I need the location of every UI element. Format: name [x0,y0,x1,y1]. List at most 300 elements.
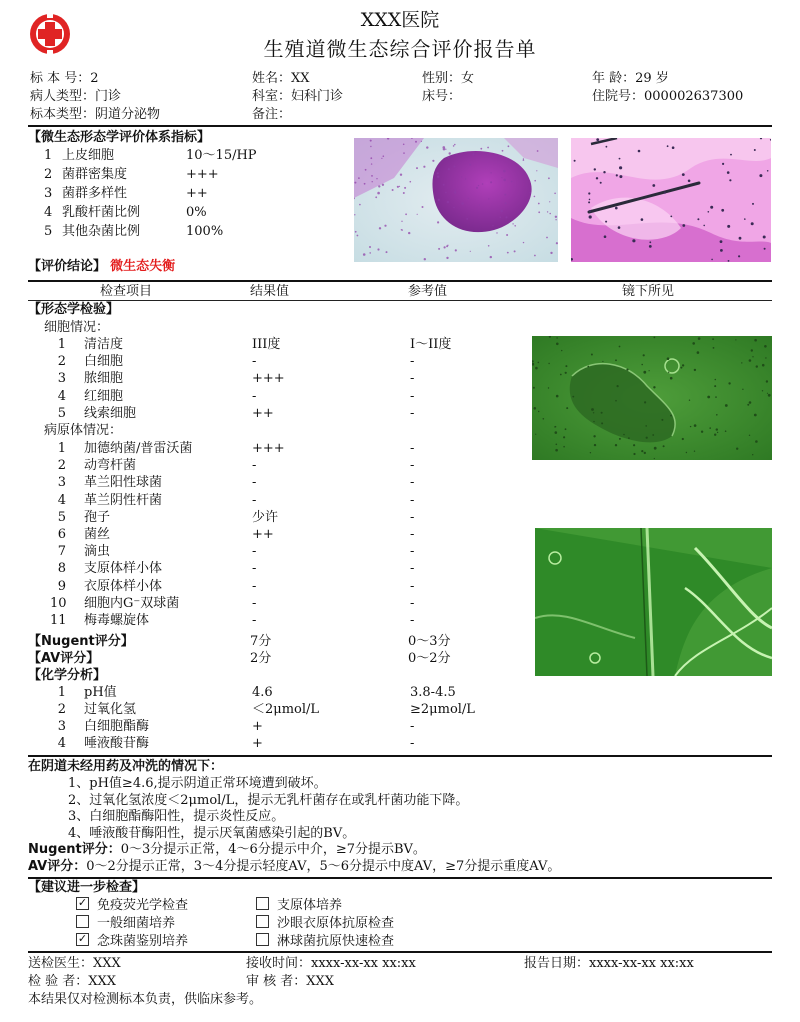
tester-label: 检 验 者： [28,974,89,989]
micrograph-speck [381,158,382,159]
row-reference: - [410,354,415,370]
row-name: 红细胞 [84,388,124,404]
micrograph-speck [626,369,628,371]
micrograph-speck [744,218,746,220]
recommend-label: 支原体培养 [277,898,343,913]
micrograph-speck [455,189,457,191]
report-date-field [524,955,694,972]
micrograph-speck [448,157,450,159]
micrograph-speck [649,245,652,248]
micrograph-speck [596,177,598,179]
row-name: 梅毒螺旋体 [84,613,150,628]
age-label: 年 龄： [592,71,636,86]
row-number: 10 [50,595,67,611]
micrograph-speck [768,394,771,397]
micrograph-speck [472,153,474,155]
patient-type-label: 病人类型： [30,89,96,104]
conclusion-label: 【评价结论】 [28,259,107,274]
micrograph-speck [762,390,763,391]
micrograph-speck [437,176,439,178]
micrograph-speck [649,241,651,243]
micrograph-speck [392,189,394,191]
micrograph-speck [491,158,492,159]
micrograph-speck [594,444,596,446]
micrograph-speck [670,216,672,218]
chem-heading: 【化学分析】 [28,668,107,683]
micrograph-speck [511,181,513,183]
row-number: 3 [57,371,66,387]
nugent-interpretation [28,841,426,858]
micrograph-speck [692,342,695,345]
index-name: 菌群多样性 [62,186,128,201]
micrograph-speck [556,337,557,338]
micrograph-speck [725,404,728,407]
micrograph-speck [507,252,509,254]
micrograph-speck [512,223,513,224]
micrograph-speck [386,251,388,253]
row-number: 2 [57,458,66,474]
gram-stain-micrograph-1 [354,138,558,262]
micrograph-speck [556,444,558,446]
index-name: 上皮细胞 [62,148,115,163]
dept-label: 科室： [252,89,292,104]
micrograph-speck [548,387,549,388]
micrograph-speck [403,192,405,194]
micrograph-speck [566,407,568,409]
checkbox[interactable] [256,897,269,910]
row-name: 菌丝 [84,527,111,542]
micrograph-speck [672,146,675,149]
micrograph-speck [739,237,742,240]
row-name: pH值 [84,685,117,700]
disclaimer: 本结果仅对检测标本负责，供临床参考。 [28,992,263,1007]
micrograph-speck [591,354,593,356]
gram-stain-micrograph-2 [571,138,771,262]
row-reference: - [410,527,415,542]
checkbox[interactable] [256,933,269,946]
micrograph-speck [514,225,516,227]
micrograph-speck [713,347,715,349]
micrograph-speck [729,179,731,181]
pathogen-heading: 病原体情况： [44,423,123,438]
row-result: +++ [252,441,285,456]
doctor-label: 送检医生： [28,956,94,971]
micrograph-speck [487,147,489,149]
micrograph-speck [438,248,440,250]
micrograph-speck [461,202,464,205]
row-number: 3 [57,475,66,491]
checkbox[interactable] [76,933,89,946]
micrograph-speck [455,249,457,251]
row-name: 白细胞酯酶 [84,719,150,734]
micrograph-speck [355,231,357,233]
micrograph-speck [400,174,402,176]
micrograph-speck [556,242,558,244]
recommend-label: 免疫荧光学检查 [97,898,189,913]
interpretation-heading: 在阴道未经用药及冲洗的情况下： [28,759,224,774]
micrograph-speck [680,367,682,369]
micrograph-speck [401,221,402,222]
micrograph-speck [523,242,524,243]
row-name: 脓细胞 [84,371,124,387]
micrograph-speck [593,412,594,413]
micrograph-speck [763,236,766,239]
micrograph-speck [690,426,691,427]
micrograph-speck [688,180,691,183]
doctor-field [28,955,121,972]
index-value: 10～15/HP [186,148,257,163]
row-name: 白细胞 [84,354,124,370]
micrograph-speck [716,414,718,416]
micrograph-speck [403,144,405,146]
micrograph-speck [749,401,752,404]
micrograph-speck [601,412,603,414]
row-name: 衣原体样小体 [84,578,163,594]
micrograph-speck [445,192,447,194]
index-value: ++ [186,186,208,201]
row-number: 4 [57,388,66,404]
sample-no: 2 [90,71,99,86]
row-name: 过氧化氢 [84,702,137,717]
micrograph-speck [727,225,730,228]
row-name: 加德纳菌/普雷沃菌 [84,441,193,456]
micrograph-speck [506,216,508,218]
micrograph-speck [670,415,672,417]
sample-type: 阴道分泌物 [95,107,161,122]
micrograph-speck [752,203,754,205]
micrograph-speck [488,245,490,247]
micrograph-speck [565,372,567,374]
micrograph-speck [370,140,372,142]
index-name: 其他杂菌比例 [62,224,141,239]
recommend-item-2[interactable] [256,897,342,914]
micrograph-speck [543,418,545,420]
micrograph-speck [426,146,428,148]
micrograph-speck [408,232,410,234]
recommend-item-1[interactable] [76,897,188,914]
micrograph-speck [728,382,730,384]
micrograph-speck [354,182,356,184]
micrograph-speck [603,171,605,173]
micrograph-speck [589,199,591,201]
row-reference: - [410,613,415,628]
received-field [246,955,416,972]
micrograph-speck [574,160,576,162]
micrograph-speck [401,229,403,231]
micrograph-speck [438,199,440,201]
index-number: 5 [44,224,53,239]
tester-field [28,973,116,990]
micrograph-speck [370,146,371,147]
micrograph-speck [377,192,380,195]
micrograph-speck [468,198,469,199]
micrograph-speck [490,256,492,258]
report-title: 生殖道微生态综合评价报告单 [263,37,537,61]
micrograph-speck [682,173,685,176]
micrograph-speck [538,203,540,205]
recommend-item-6[interactable] [256,933,394,950]
report-date-label: 报告日期： [524,956,590,971]
row-reference: - [410,736,415,751]
recommend-item-3[interactable] [76,915,175,932]
row-name: 唾液酸苷酶 [84,736,150,751]
checkbox[interactable] [256,915,269,928]
row-name: 动弯杆菌 [84,458,137,474]
micrograph-speck [590,452,591,453]
nugent-score-label: 【Nugent评分】 [28,634,134,649]
micrograph-speck [725,430,727,432]
micrograph-speck [638,150,641,153]
micrograph-speck [736,448,738,450]
micrograph-speck [555,219,556,220]
av-interpretation [28,858,560,875]
micrograph-speck [445,149,446,150]
micrograph-speck [764,345,767,348]
micrograph-speck [488,198,489,199]
micrograph-speck [363,253,366,256]
remark-label: 备注： [252,107,292,122]
micrograph-speck [754,149,756,151]
micrograph-speck [500,210,503,213]
micrograph-speck [546,237,548,239]
micrograph-speck [667,357,670,360]
micrograph-speck [506,234,508,236]
micrograph-speck [443,184,445,186]
dept: 妇科门诊 [291,89,344,104]
micrograph-speck [403,152,405,154]
micrograph-speck [652,184,655,187]
micrograph-speck [490,181,492,183]
micrograph-speck [694,424,697,427]
micrograph-speck [535,434,536,435]
micrograph-speck [555,426,557,428]
micrograph-speck [644,401,646,403]
micrograph-speck [480,148,482,150]
index-value: 100% [186,224,224,239]
av-score-label: 【AV评分】 [28,651,100,666]
micrograph-speck [382,184,384,186]
micrograph-speck [424,258,426,260]
morph-exam-heading: 【形态学检验】 [28,302,120,317]
micrograph-speck [423,166,425,168]
micrograph-speck [711,259,713,261]
sample-no-label: 标 本 号： [30,71,91,86]
micrograph-speck [682,364,684,366]
sex-label: 性别： [422,71,462,86]
micrograph-speck [628,437,630,439]
micrograph-speck [565,365,567,367]
row-reference: - [410,405,415,421]
reviewer-label: 审 核 者： [246,974,307,989]
micrograph-speck [604,235,607,238]
micrograph-speck [619,166,622,169]
interpretation-line: 1、pH值≥4.6,提示阴道正常环境遭到破坏。 [68,776,327,791]
micrograph-speck [667,145,669,147]
micrograph-speck [709,427,711,429]
micrograph-speck [469,164,471,166]
micrograph-speck [742,389,743,390]
micrograph-speck [721,209,724,212]
micrograph-speck [738,255,740,257]
row-reference: - [410,475,415,491]
row-result: - [252,578,257,594]
micrograph-speck [717,432,718,433]
cell-heading: 细胞情况： [44,320,110,335]
micrograph-speck [619,175,622,178]
micrograph-speck [697,351,700,354]
micrograph-speck [593,435,595,437]
micrograph-speck [358,177,360,179]
micrograph-speck [644,452,646,454]
row-name: 清洁度 [84,337,124,352]
micrograph-speck [730,154,732,156]
micrograph-speck [649,370,650,371]
row-number: 8 [57,561,66,577]
micrograph-speck [714,385,716,387]
micrograph-speck [563,436,565,438]
micrograph-speck [593,421,594,422]
row-result: - [252,492,257,508]
morphology-index-heading: 【微生态形态学评价体系指标】 [28,130,211,145]
micrograph-speck [537,150,539,152]
micrograph-speck [663,445,665,447]
micrograph-speck [534,196,536,198]
micrograph-speck [727,171,730,174]
interpretation-line: 4、唾液酸苷酶阳性，提示厌氧菌感染引起的BV。 [68,825,356,841]
micrograph-speck [602,361,603,362]
row-number: 7 [57,544,66,560]
micrograph-speck [766,380,768,382]
divider [28,280,772,282]
micrograph-speck [376,178,377,179]
col-result-header: 结果值 [250,284,290,299]
micrograph-speck [652,434,654,436]
row-number: 5 [57,405,66,421]
recommend-item-4[interactable] [256,915,394,932]
micrograph-speck [466,218,468,220]
micrograph-speck [752,356,753,357]
tester-value: XXX [88,974,117,989]
row-result: - [252,561,257,577]
micrograph-speck [751,222,754,225]
micrograph-speck [741,362,742,363]
micrograph-speck [548,363,549,364]
micrograph-speck [605,221,607,223]
micrograph-speck [735,339,736,340]
row-reference: - [410,492,415,508]
micrograph-speck [530,192,531,193]
interpretation-line: 2、过氧化氢浓度＜2μmol/L，提示无乳杆菌存在或乳杆菌功能下降。 [68,792,469,808]
micrograph-speck [615,444,617,446]
micrograph-speck [432,160,434,162]
micrograph-speck [686,452,687,453]
micrograph-speck [619,158,621,160]
row-number: 1 [57,685,66,700]
micrograph-speck [375,196,377,198]
micrograph-speck [697,218,699,220]
row-result: - [252,475,257,491]
micrograph-speck [641,450,643,452]
row-result: 少许 [252,509,279,525]
micrograph-speck [749,359,752,362]
interpretation-line: 3、白细胞酯酶阳性，提示炎性反应。 [68,809,285,824]
row-result: - [252,354,257,370]
micrograph-speck [421,141,422,142]
recommend-label: 念珠菌鉴别培养 [97,934,189,949]
received-value: xxxx-xx-xx xx:xx [311,956,416,971]
micrograph-speck [437,221,439,223]
micrograph-speck [594,168,596,170]
micrograph-speck [384,225,386,227]
micrograph-speck [588,192,590,194]
row-number: 2 [57,702,66,717]
micrograph-speck [357,235,359,237]
micrograph-speck [501,177,502,178]
micrograph-speck [615,207,618,210]
micrograph-speck [618,226,621,229]
nugent-interp-label: Nugent评分： [28,842,121,857]
micrograph-speck [416,167,418,169]
nugent-interp-text: 0～3分提示正常，4～6分提示中介，≥7分提示BV。 [120,842,426,857]
micrograph-speck [668,372,669,373]
row-name: 滴虫 [84,544,111,560]
micrograph-speck [619,346,621,348]
micrograph-speck [371,163,372,164]
micrograph-speck [747,404,749,406]
row-reference: - [410,561,415,577]
micrograph-speck [722,163,724,165]
micrograph-speck [560,374,562,376]
micrograph-speck [600,182,602,184]
micrograph-speck [538,362,540,364]
report-date-value: xxxx-xx-xx xx:xx [589,956,694,971]
conclusion [28,258,175,275]
micrograph-speck [754,339,757,342]
micrograph-speck [444,246,446,248]
row-result: 4.6 [252,685,273,700]
row-reference: - [410,458,415,474]
micrograph-speck [756,365,758,367]
micrograph-speck [616,174,618,176]
micrograph-speck [703,225,705,227]
inpatient-no: 000002637300 [644,89,744,104]
name-label: 姓名： [252,71,292,86]
micrograph-speck [397,186,399,188]
reviewer-field [246,973,334,990]
row-result: +++ [252,371,285,387]
micrograph-speck [572,396,574,398]
micrograph-speck [371,175,373,177]
micrograph-speck [556,395,559,398]
micrograph-speck [549,201,550,202]
micrograph-speck [641,218,644,221]
micrograph-speck [454,192,456,194]
checkbox[interactable] [76,915,89,928]
row-name: 革兰阴性杆菌 [84,492,163,508]
micrograph-speck [533,387,535,389]
micrograph-speck [615,359,617,361]
micrograph-speck [453,207,454,208]
recommend-item-5[interactable] [76,933,188,950]
checkbox[interactable] [76,897,89,910]
micrograph-speck [710,206,713,209]
micrograph-speck [535,367,538,370]
micrograph-speck [547,211,548,212]
micrograph-speck [708,211,710,213]
micrograph-speck [755,440,758,443]
sample-type-label: 标本类型： [30,107,96,122]
micrograph-speck [534,407,537,410]
